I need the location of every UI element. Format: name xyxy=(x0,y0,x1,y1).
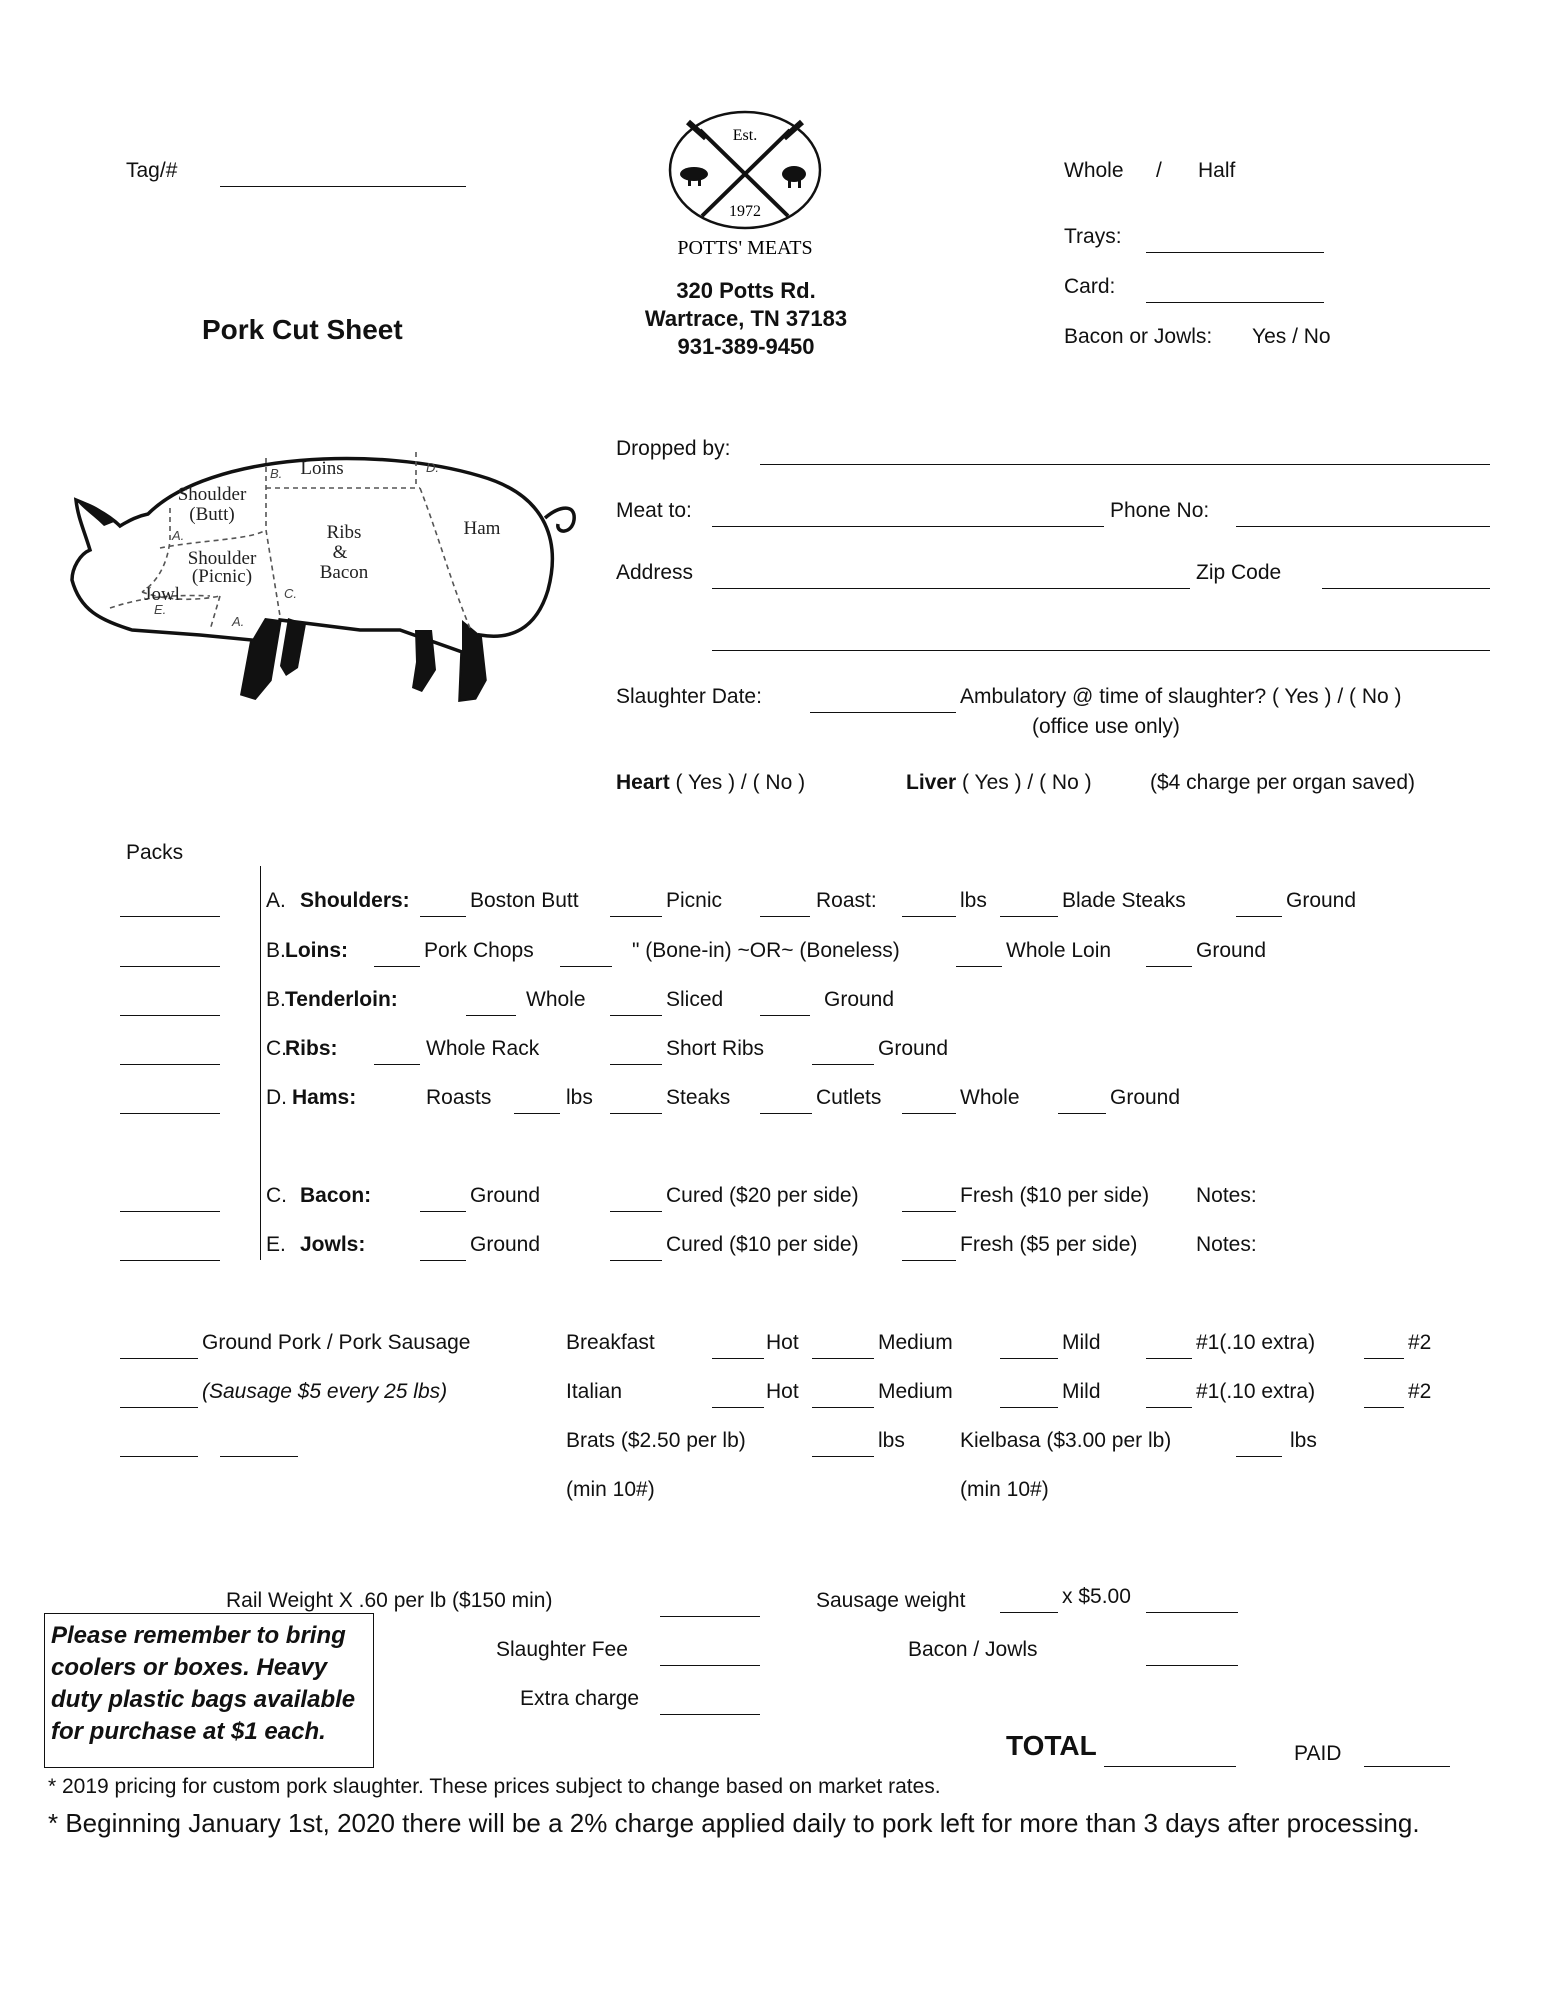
reminder-line4: for purchase at $1 each. xyxy=(51,1718,326,1745)
blade-steaks-option: Blade Steaks xyxy=(1062,889,1186,912)
sausage-weight-field[interactable] xyxy=(1000,1612,1058,1613)
reminder-box xyxy=(44,1613,374,1768)
loins-ground-option: Ground xyxy=(1196,939,1267,962)
breakfast-hot-option: Hot xyxy=(766,1331,799,1354)
diagram-a-upper: A. xyxy=(172,528,185,543)
jowls-prefix: E. xyxy=(266,1233,286,1256)
liver-option[interactable] xyxy=(906,772,1092,793)
zip-code-field[interactable] xyxy=(1322,588,1490,589)
italian-n2-option: #2 xyxy=(1408,1380,1432,1403)
diagram-c: C. xyxy=(284,586,297,601)
tenderloin-label: Tenderloin: xyxy=(285,988,398,1011)
bacon-cured-blank[interactable] xyxy=(610,1211,662,1212)
tenderloin-sliced-option: Sliced xyxy=(666,988,724,1011)
jowls-label: Jowls: xyxy=(300,1233,366,1256)
tenderloin-ground-option: Ground xyxy=(824,988,895,1011)
address-line1: 320 Potts Rd. xyxy=(676,278,816,303)
sausage-note-blank[interactable] xyxy=(120,1407,198,1408)
extra-charge-field[interactable] xyxy=(660,1714,760,1715)
italian-hot-option: Hot xyxy=(766,1380,799,1403)
shoulders-ground-option: Ground xyxy=(1286,889,1357,912)
packs-jowls-field[interactable] xyxy=(120,1260,220,1261)
packs-shoulders-field[interactable] xyxy=(120,916,220,917)
jowls-ground-blank[interactable] xyxy=(420,1260,466,1261)
shoulders-label: Shoulders: xyxy=(300,889,410,912)
extra-charge-label: Extra charge xyxy=(520,1687,640,1710)
hams-ground-blank[interactable] xyxy=(1058,1113,1106,1114)
loins-prefix: B. xyxy=(266,939,286,962)
bone-in-boneless-option[interactable]: " (Bone-in) ~OR~ (Boneless) xyxy=(632,939,900,962)
italian-n1-blank[interactable] xyxy=(1146,1407,1192,1408)
breakfast-hot-blank[interactable] xyxy=(712,1358,764,1359)
address-line2-field[interactable] xyxy=(712,650,1490,651)
trays-label: Trays: xyxy=(1064,225,1122,248)
hams-roasts-lbs-blank[interactable] xyxy=(514,1113,560,1114)
tenderloin-sliced-blank[interactable] xyxy=(610,1015,662,1016)
breakfast-n1-blank[interactable] xyxy=(1146,1358,1192,1359)
hams-lbs-unit: lbs xyxy=(566,1086,593,1109)
phone-no-field[interactable] xyxy=(1236,526,1490,527)
tenderloin-whole-option: Whole xyxy=(526,988,586,1011)
tenderloin-prefix: B. xyxy=(266,988,286,1011)
bacon-jowls-charge-field[interactable] xyxy=(1146,1665,1238,1666)
logo-name: POTTS' MEATS xyxy=(677,237,813,259)
diagram-amp: & xyxy=(332,542,348,563)
diagram-ham: Ham xyxy=(463,518,501,539)
bacon-fresh-option: Fresh ($10 per side) xyxy=(960,1184,1150,1207)
packs-loins-field[interactable] xyxy=(120,966,220,967)
ribs-ground-blank[interactable] xyxy=(812,1064,874,1065)
reminder-line1: Please remember to bring xyxy=(51,1622,346,1649)
address-line2: Wartrace, TN 37183 xyxy=(644,306,848,331)
kielbasa-min: (min 10#) xyxy=(960,1478,1049,1501)
tenderloin-whole-blank[interactable] xyxy=(466,1015,516,1016)
address-field[interactable] xyxy=(712,588,1190,589)
hams-label: Hams: xyxy=(292,1086,357,1109)
ground-pork-blank[interactable] xyxy=(120,1358,198,1359)
sausage-rate: x $5.00 xyxy=(1062,1585,1131,1608)
italian-mild-blank[interactable] xyxy=(1000,1407,1058,1408)
jowls-notes-label[interactable]: Notes: xyxy=(1196,1233,1257,1256)
roast-option: Roast: xyxy=(816,889,877,912)
reminder-line3: duty plastic bags available xyxy=(51,1686,356,1713)
diagram-shoulder-butt: Shoulder xyxy=(177,484,247,505)
whole-loin-blank[interactable] xyxy=(956,966,1002,967)
pricing-note: * 2019 pricing for custom pork slaughter. These prices subject to change based on market rates. xyxy=(48,1775,941,1798)
picnic-blank[interactable] xyxy=(610,916,662,917)
chop-thickness-blank[interactable] xyxy=(560,966,612,967)
blade-steaks-blank[interactable] xyxy=(1000,916,1058,917)
jowls-cured-blank[interactable] xyxy=(610,1260,662,1261)
ribs-ground-option: Ground xyxy=(878,1037,949,1060)
paid-field[interactable] xyxy=(1364,1766,1450,1767)
hams-whole-blank[interactable] xyxy=(902,1113,956,1114)
italian-medium-blank[interactable] xyxy=(812,1407,874,1408)
zip-code-label: Zip Code xyxy=(1196,561,1282,584)
roast-lbs-unit: lbs xyxy=(960,889,987,912)
bacon-fresh-blank[interactable] xyxy=(902,1211,956,1212)
dropped-by-field[interactable] xyxy=(760,464,1490,465)
breakfast-n1-option: #1(.10 extra) xyxy=(1196,1331,1316,1354)
shoulders-prefix: A. xyxy=(266,889,286,912)
charge-note: * Beginning January 1st, 2020 there will be a 2% charge applied daily to pork left for more than 3 days after processing. xyxy=(48,1808,1420,1838)
short-ribs-option: Short Ribs xyxy=(666,1037,765,1060)
heart-options[interactable]: ( Yes ) / ( No ) xyxy=(669,771,806,794)
roast-blank[interactable] xyxy=(760,916,810,917)
packs-divider xyxy=(260,866,261,1260)
tag-field[interactable] xyxy=(220,186,466,187)
hams-cutlets-option: Cutlets xyxy=(816,1086,882,1109)
hams-steaks-blank[interactable] xyxy=(610,1113,662,1114)
sausage-note: (Sausage $5 every 25 lbs) xyxy=(202,1380,448,1403)
breakfast-medium-blank[interactable] xyxy=(812,1358,874,1359)
jowls-ground-option: Ground xyxy=(470,1233,541,1256)
bacon-jowls-label: Bacon or Jowls: xyxy=(1064,325,1213,348)
trays-field[interactable] xyxy=(1146,252,1324,253)
jowls-cured-option: Cured ($10 per side) xyxy=(666,1233,859,1256)
potts-meats-logo xyxy=(660,108,830,268)
kielbasa-label: Kielbasa ($3.00 per lb) xyxy=(960,1429,1172,1452)
diagram-shoulder-picnic-2: (Picnic) xyxy=(191,566,253,587)
office-use-note: (office use only) xyxy=(1032,715,1180,738)
bacon-jowls-charge-label: Bacon / Jowls xyxy=(908,1638,1038,1661)
boston-butt-option: Boston Butt xyxy=(470,889,579,912)
diagram-d: D. xyxy=(426,460,439,475)
total-label: TOTAL xyxy=(1006,1730,1097,1761)
slaughter-date-field[interactable] xyxy=(810,712,956,713)
logo-est: Est. xyxy=(732,127,758,144)
diagram-ribs: Ribs xyxy=(326,522,362,543)
jowls-fresh-option: Fresh ($5 per side) xyxy=(960,1233,1138,1256)
meat-to-label: Meat to: xyxy=(616,499,692,522)
sausage-blank-3a[interactable] xyxy=(120,1456,198,1457)
brats-label: Brats ($2.50 per lb) xyxy=(566,1429,746,1452)
loins-label: Loins: xyxy=(285,939,348,962)
hams-prefix: D. xyxy=(266,1086,287,1109)
slaughter-fee-label: Slaughter Fee xyxy=(496,1638,628,1661)
packs-ribs-field[interactable] xyxy=(120,1064,220,1065)
brats-lbs-blank[interactable] xyxy=(812,1456,874,1457)
shoulders-ground-blank[interactable] xyxy=(1236,916,1282,917)
pork-chops-option: Pork Chops xyxy=(424,939,534,962)
italian-medium-option: Medium xyxy=(878,1380,953,1403)
diagram-a-lower: A. xyxy=(232,614,245,629)
bacon-label: Bacon: xyxy=(300,1184,372,1207)
diagram-bacon: Bacon xyxy=(319,562,369,583)
ground-pork-label: Ground Pork / Pork Sausage xyxy=(202,1331,471,1354)
breakfast-n2-blank[interactable] xyxy=(1364,1358,1404,1359)
whole-loin-option: Whole Loin xyxy=(1006,939,1112,962)
slaughter-fee-field[interactable] xyxy=(660,1665,760,1666)
page-title: Pork Cut Sheet xyxy=(202,314,403,345)
hams-roasts-option: Roasts xyxy=(426,1086,492,1109)
kielbasa-lbs-unit: lbs xyxy=(1290,1429,1317,1452)
hams-steaks-option: Steaks xyxy=(666,1086,731,1109)
breakfast-mild-blank[interactable] xyxy=(1000,1358,1058,1359)
organ-charge-note: ($4 charge per organ saved) xyxy=(1150,771,1415,794)
slaughter-date-label: Slaughter Date: xyxy=(616,685,762,708)
half-option[interactable]: Half xyxy=(1198,159,1236,182)
whole-half-slash: / xyxy=(1156,159,1162,182)
bacon-ground-blank[interactable] xyxy=(420,1211,466,1212)
hams-ground-option: Ground xyxy=(1110,1086,1181,1109)
rail-weight-field[interactable] xyxy=(660,1616,760,1617)
bacon-notes-label[interactable]: Notes: xyxy=(1196,1184,1257,1207)
italian-n2-blank[interactable] xyxy=(1364,1407,1404,1408)
breakfast-n2-option: #2 xyxy=(1408,1331,1432,1354)
italian-mild-option: Mild xyxy=(1062,1380,1101,1403)
italian-hot-blank[interactable] xyxy=(712,1407,764,1408)
boston-butt-blank[interactable] xyxy=(420,916,466,917)
short-ribs-blank[interactable] xyxy=(610,1064,662,1065)
card-field[interactable] xyxy=(1146,302,1324,303)
paid-label: PAID xyxy=(1294,1742,1342,1765)
diagram-loins: Loins xyxy=(300,458,344,479)
meat-to-field[interactable] xyxy=(712,526,1104,527)
hams-cutlets-blank[interactable] xyxy=(760,1113,812,1114)
jowls-fresh-blank[interactable] xyxy=(902,1260,956,1261)
breakfast-medium-option: Medium xyxy=(878,1331,953,1354)
hams-whole-option: Whole xyxy=(960,1086,1020,1109)
liver-label: Liver xyxy=(906,771,957,794)
address-label: Address xyxy=(616,561,694,584)
packs-label: Packs xyxy=(126,841,184,864)
whole-rack-blank[interactable] xyxy=(374,1064,420,1065)
tag-label: Tag/# xyxy=(126,159,178,182)
brats-min: (min 10#) xyxy=(566,1478,655,1501)
logo-year: 1972 xyxy=(729,203,761,220)
packs-tenderloin-field[interactable] xyxy=(120,1015,220,1016)
bacon-prefix: C. xyxy=(266,1184,287,1207)
diagram-shoulder-butt-2: (Butt) xyxy=(189,504,235,525)
ambulatory-question[interactable]: Ambulatory @ time of slaughter? ( Yes ) / ( No ) xyxy=(960,685,1402,708)
card-label: Card: xyxy=(1064,275,1116,298)
tenderloin-ground-blank[interactable] xyxy=(760,1015,810,1016)
ribs-prefix: C. xyxy=(266,1037,287,1060)
phone-no-label: Phone No: xyxy=(1110,499,1210,522)
dropped-by-label: Dropped by: xyxy=(616,437,731,460)
diagram-jowl: Jowl xyxy=(144,584,180,605)
pork-chops-blank[interactable] xyxy=(374,966,420,967)
ribs-label: Ribs: xyxy=(285,1037,338,1060)
pig-cut-diagram xyxy=(60,430,580,720)
reminder-line2: coolers or boxes. Heavy xyxy=(51,1654,328,1681)
italian-label: Italian xyxy=(566,1380,623,1403)
whole-option[interactable]: Whole xyxy=(1064,159,1124,182)
sausage-weight-label: Sausage weight xyxy=(816,1589,966,1612)
heart-label: Heart xyxy=(616,771,670,794)
picnic-option: Picnic xyxy=(666,889,723,912)
loins-ground-blank[interactable] xyxy=(1146,966,1192,967)
sausage-blank-3b[interactable] xyxy=(220,1456,298,1457)
whole-rack-option: Whole Rack xyxy=(426,1037,540,1060)
kielbasa-lbs-blank[interactable] xyxy=(1236,1456,1282,1457)
total-field[interactable] xyxy=(1104,1766,1236,1767)
diagram-shoulder-picnic: Shoulder xyxy=(187,548,257,569)
italian-n1-option: #1(.10 extra) xyxy=(1196,1380,1316,1403)
liver-options[interactable]: ( Yes ) / ( No ) xyxy=(956,771,1092,794)
diagram-b: B. xyxy=(270,466,283,481)
bacon-jowls-options[interactable]: Yes / No xyxy=(1252,325,1331,348)
phone: 931-389-9450 xyxy=(677,334,815,359)
brats-lbs-unit: lbs xyxy=(878,1429,905,1452)
rail-weight-label: Rail Weight X .60 per lb ($150 min) xyxy=(226,1589,553,1612)
packs-bacon-field[interactable] xyxy=(120,1211,220,1212)
sausage-total-field[interactable] xyxy=(1146,1612,1238,1613)
roast-lbs-blank[interactable] xyxy=(902,916,956,917)
packs-hams-field[interactable] xyxy=(120,1113,220,1114)
bacon-cured-option: Cured ($20 per side) xyxy=(666,1184,859,1207)
breakfast-mild-option: Mild xyxy=(1062,1331,1101,1354)
heart-option[interactable] xyxy=(616,772,805,793)
breakfast-label: Breakfast xyxy=(566,1331,655,1354)
diagram-e: E. xyxy=(154,602,167,617)
bacon-ground-option: Ground xyxy=(470,1184,541,1207)
